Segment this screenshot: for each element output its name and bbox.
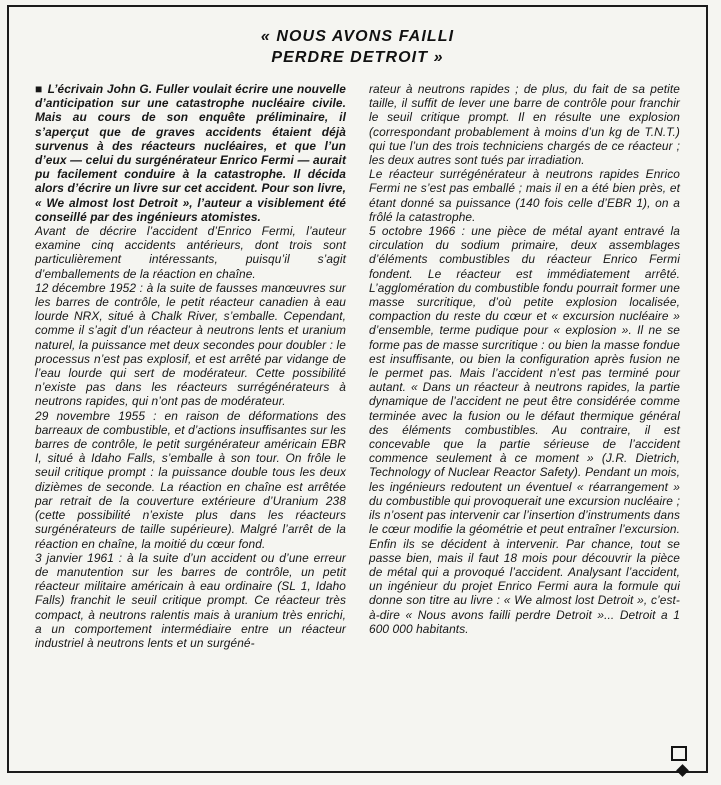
end-of-article-marker-icon (671, 746, 687, 761)
paragraph-1961-sl1: 3 janvier 1961 : à la suite d’un accident ou d’une erreur de manutention sur les barres de contrôle, un petit réacteur militaire américain à eau ordinaire (SL 1, Idaho Falls) franchit le seuil critique prompt. Ce réacteur très compact, à neutrons ralentis mais à uranium très enrichi, a un comportement intermédiaire entre un réacteur industriel à neutrons lents et un surgéné- (35, 550, 346, 650)
paragraph-five-accidents: Avant de décrire l’accident d’Enrico Fermi, l’auteur examine cinq accidents antérieurs, dont trois sont particulièrement intéressants, puisqu’il s’agit d’emballements de la réaction en chaîne. (35, 224, 346, 281)
paragraph-1966-fermi-accident: 5 octobre 1966 : une pièce de métal ayant entravé la circulation du sodium primaire, deux assemblages d’éléments combustibles du réacteur Enrico Fermi fondent. Le réacteur est immédiatement arrêté. L’agglomération du combustible fondu pourrait former une masse surcritique, d’où petite explosion localisée, compaction du reste du cœur et « excursion nucléaire » d’ensemble, terme pudique pour « explosion ». Il ne se forme pas de masse surcritique : ou bien la masse fondue est insuffisante, ou bien la configuration après fusion ne le permet pas. Mais l’accident n’est pas terminé pour autant. « Dans un réacteur à neutrons rapides, la partie dynamique de l’accident ne peut être considérée comme terminée avec la fusion ou le défaut thermique général des éléments combustibles. Au contraire, il est concevable que la partie sérieuse de l’accident commence seulement à ce moment » (J.R. Dietrich, Technology of Nuclear Reactor Safety). Pendant un mois, les ingénieurs redoutent un éventuel « réarrangement » du combustible qui provoquerait une excursion nucléaire ; ils n’osent pas intervenir car l’insertion d’instruments dans le cœur modifie la géométrie et peut entraîner l’excursion. Enfin ils se décident à intervenir. Par chance, tout se passe bien, mais il faut 18 mois pour découvrir la pièce de métal qui a provoqué l’accident. Analysant l’accident, un ingénieur du projet Enrico Fermi aura la formule qui donne son titre au livre : « We almost lost Detroit », c’est-à-dire « Nous avons failli perdre Detroit »... Detroit a 1 600 000 habitants. (369, 224, 680, 636)
paragraph-1955-ebr1: 29 novembre 1955 : en raison de déformations des barreaux de combustible, et d’actions insuffisantes sur les barres de contrôle, le petit surgénérateur américain EBR I, situé à Idaho Falls, s’emballe à son tour. On frôle le seuil critique prompt : la puissance double tous les deux dizièmes de seconde. La réaction en chaîne est arrêtée par retrait de la couverture extérieure d’Uranium 238 (cette possibilité n’existe plus dans les réacteurs surgénérateurs de taille supérieure). Malgré l’arrêt de la réaction en chaîne, la moitié du cœur fond. (35, 408, 346, 551)
article-border-frame (7, 5, 708, 773)
paragraph-1961-sl1-continued: rateur à neutrons rapides ; de plus, du fait de sa petite taille, il suffit de lever une barre de contrôle pour franchir le seuil critique prompt. Il en résulte une explosion (correspondant probablement à moins d’un kg de T.N.T.) qui tue l’un des trois techniciens chargés de ce réacteur ; les deux autres sont tués par irradiation. (369, 82, 680, 168)
lead-paragraph (35, 82, 346, 224)
article-start-square-icon: ■ (35, 82, 43, 96)
paragraph-1952-nrx: 12 décembre 1952 : à la suite de fausses manœuvres sur les barres de contrôle, le petit réacteur canadien à eau lourde NRX, situé à Chalk River, s’emballe. Cependant, comme il s’agit d’un réacteur à neutrons lents et uranium naturel, la puissance met deux secondes pour doubler : le processus n’est pas explosif, et est arrêté par vidange de l’eau lourde qui sert de modérateur. Cette possibilité n’existe pas dans les réacteurs surrégénérateurs à neutrons rapides, qui n’ont pas de modérateur. (35, 280, 346, 409)
article-content (35, 26, 680, 650)
two-column-body (35, 82, 680, 650)
left-column (35, 82, 346, 650)
article-title-line-1: « NOUS AVONS FAILLI (260, 28, 455, 45)
article-title (35, 26, 680, 68)
lead-paragraph-text: L’écrivain John G. Fuller voulait écrire une nouvelle d’anticipation sur une catastrophe nucléaire civile. Mais au cours de son enquête préliminaire, il s’aperçut que de graves accidents étaient déjà survenus à des réacteurs nucléaires, et que l’un d’eux — celui du surgénérateur Enrico Fermi — aurait pu facilement conduire à la catastrophe. Il décida alors d’écrire un livre sur cet accident. Pour son livre, « We almost lost Detroit », l’auteur a visiblement été conseillé par des ingénieurs atomistes. (35, 82, 346, 224)
paragraph-fermi-reactor: Le réacteur surrégénérateur à neutrons rapides Enrico Fermi ne s’est pas emballé ; mais il en a été bien près, et étant donné sa puissance (140 fois celle d’EBR 1), on a frôlé la catastrophe. (369, 167, 680, 224)
right-column (369, 82, 680, 650)
article-title-line-2: PERDRE DETROIT » (271, 49, 444, 66)
